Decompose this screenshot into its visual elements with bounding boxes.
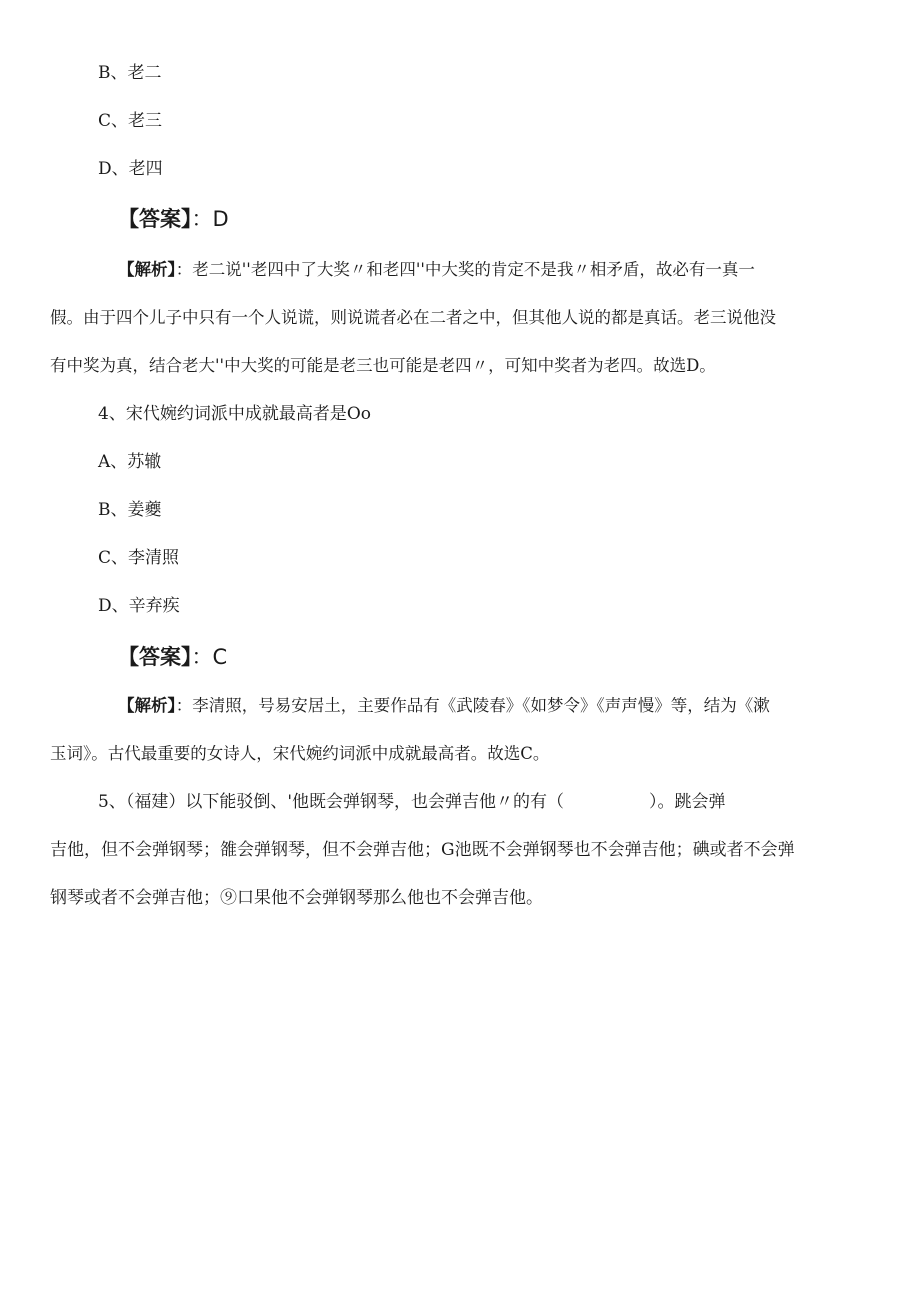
- explanation-label: 【解析】: [118, 260, 176, 279]
- explanation-text: ：老二说''老四中了大奖〃和老四''中大奖的肯定不是我〃相矛盾，故必有一真一: [175, 260, 755, 279]
- q3-explanation-line-2: 假。由于四个儿子中只有一个人说谎，则说谎者必在二者之中，但其他人说的都是真话。老三说他没: [50, 308, 776, 327]
- explanation-label: 【解析】: [118, 696, 176, 715]
- q3-answer: [118, 205, 229, 233]
- q3-explanation-line-1: [118, 258, 755, 282]
- q3-option-c: C、老三: [98, 111, 163, 131]
- q3-option-d: D、老四: [98, 159, 163, 179]
- answer-value: ：D: [191, 207, 229, 231]
- q4-option-a: A、苏辙: [98, 452, 162, 472]
- q4-option-d: D、辛弃疾: [98, 596, 180, 616]
- q5-question-line-2: 吉他，但不会弹钢琴；雒会弹钢琴，但不会弹吉他；G池既不会弹钢琴也不会弹吉他；碘或者不会弹: [50, 840, 795, 860]
- answer-label: 【答案】: [118, 207, 192, 231]
- q4-explanation-line-1: [118, 694, 770, 718]
- q3-option-b: B、老二: [98, 63, 162, 83]
- q4-option-b: B、姜夔: [98, 500, 162, 520]
- answer-label: 【答案】: [118, 645, 192, 669]
- q3-explanation-line-3: 有中奖为真，结合老大''中大奖的可能是老三也可能是老四〃，可知中奖者为老四。故选D。: [50, 356, 716, 375]
- q5-question-line-3: 钢琴或者不会弹吉他；⑨口果他不会弹钢琴那么他也不会弹吉他。: [50, 888, 543, 908]
- q4-option-c: C、李清照: [98, 548, 180, 568]
- q4-question: 4、宋代婉约词派中成就最高者是Oo: [98, 404, 371, 424]
- q4-explanation-line-2: 玉词》。古代最重要的女诗人，宋代婉约词派中成就最高者。故选C。: [50, 744, 550, 763]
- explanation-text: ：李清照，号易安居土，主要作品有《武陵春》《如梦令》《声声慢》等，结为《漱: [175, 696, 770, 715]
- answer-value: ：C: [191, 645, 228, 669]
- q4-answer: [118, 643, 227, 671]
- q5-question-line-1: 5、（福建）以下能驳倒、'他既会弹钢琴，也会弹吉他〃的有（ ）。跳会弹: [98, 792, 726, 812]
